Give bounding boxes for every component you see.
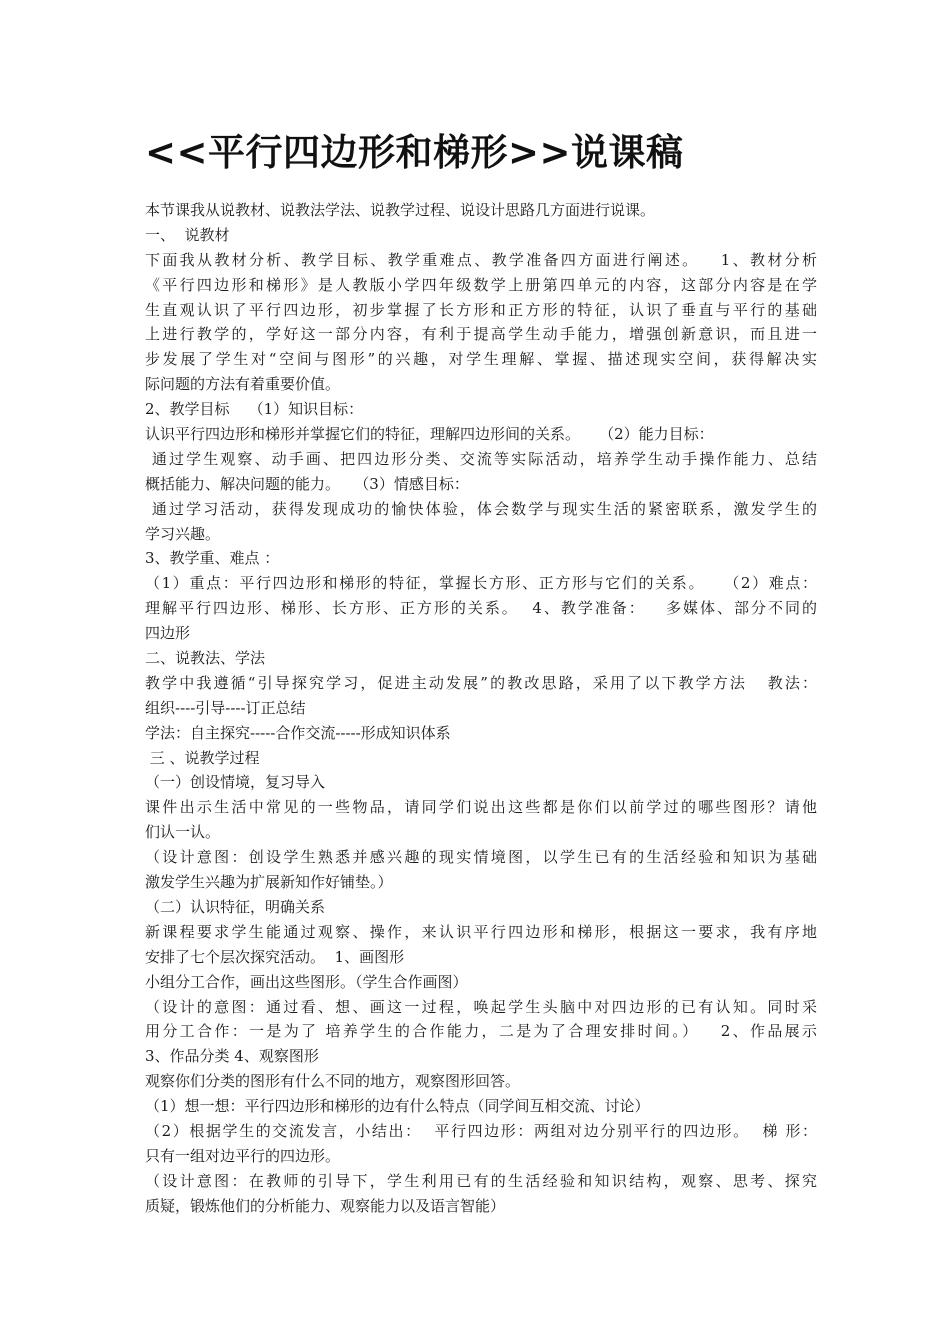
text-line: 二、说教法、学法 [145,649,266,668]
text-line: （1）想一想：平行四边形和梯形的边有什么特点（同学间互相交流、讨论） [145,1097,650,1116]
text-line: （1）重点：平行四边形和梯形的特征，掌握长方形、正方形与它们的关系。 （2）难点： [145,574,817,593]
text-line: 一、 说教材 [145,225,230,244]
text-line: 生直观认识了平行四边形，初步掌握了长方形和正方形的特征，认识了垂直与平行的基础 [145,300,817,319]
text-line: 新课程要求学生能通过观察、操作，来认识平行四边形和梯形，根据这一要求，我有序地 [145,922,817,941]
text-line: 学习兴趣。 [145,524,221,543]
text-line: 概括能力、解决问题的能力。 （3）情感目标： [145,474,469,493]
text-line: 3、作品分类 4、观察图形 [145,1047,319,1066]
text-line: 际问题的方法有着重要价值。 [145,375,341,394]
text-line: 教学中我遵循“引导探究学习，促进主动发展”的教改思路，采用了以下教学方法 教法： [145,673,817,692]
text-line: 组织----引导----订正总结 [145,698,306,717]
text-line: 四边形 [145,624,191,643]
text-line: 只有一组对边平行的四边形。 [145,1146,341,1165]
text-line: 小组分工合作，画出这些图形。（学生合作画图） [145,972,468,991]
text-line: （设计意图：在教师的引导下，学生利用已有的生活经验和知识结构，观察、思考、探究 [145,1171,817,1190]
text-line: 理解平行四边形、梯形、长方形、正方形的关系。 4、教学准备： 多媒体、部分不同的 [145,599,817,618]
text-line: 通过学生观察、动手画、把四边形分类、交流等实际活动，培养学生动手操作能力、总结 [145,449,817,468]
text-line: 通过学习活动，获得发现成功的愉快体验，体会数学与现实生活的紧密联系，激发学生的 [145,499,817,518]
text-line: 观察你们分类的图形有什么不同的地方，观察图形回答。 [145,1072,521,1091]
text-line: 们认一认。 [145,823,221,842]
text-line: 上进行教学的，学好这一部分内容，有利于提高学生动手能力，增强创新意识，而且进一 [145,325,817,344]
text-line: （设计意图：创设学生熟悉并感兴趣的现实情境图，以学生已有的生活经验和知识为基础 [145,848,817,867]
text-line: 认识平行四边形和梯形并掌握它们的特征，理解四边形间的关系。 （2）能力目标： [145,425,714,444]
text-line: 三 、说教学过程 [145,748,260,767]
text-line: 质疑，锻炼他们的分析能力、观察能力以及语言智能） [145,1196,506,1215]
text-line: （设计的意图：通过看、想、画这一过程，唤起学生头脑中对四边形的已有认知。同时采 [145,997,817,1016]
text-line: （二）认识特征，明确关系 [145,897,326,916]
text-line: 3、教学重、难点 ： [145,549,280,568]
text-line: 步发展了学生对“空间与图形”的兴趣，对学生理解、掌握、描述现实空间，获得解决实 [145,350,817,369]
text-line: 激发学生兴趣为扩展新知作好铺垫。） [145,873,393,892]
text-line: 安排了七个层次探究活动。 1、画图形 [145,947,405,966]
text-line: 用分工合作：一是为了 培养学生的合作能力，二是为了合理安排时间。） 2、作品展示 [145,1022,817,1041]
text-line: 学法：自主探究-----合作交流-----形成知识体系 [145,723,451,742]
text-line: 本节课我从说教材、说教法学法、说教学过程、说设计思路几方面进行说课。 [145,201,656,219]
text-line: 下面我从教材分析、教学目标、教学重难点、教学准备四方面进行阐述。 1、教材分析 [145,250,817,269]
text-line: （2）根据学生的交流发言，小结出： 平行四边形：两组对边分别平行的四边形。 梯 形： [145,1121,817,1140]
text-line: （一）创设情境，复习导入 [145,773,326,792]
text-line: 课件出示生活中常见的一些物品，请同学们说出这些都是你们以前学过的哪些图形？请他 [145,798,817,817]
document-body [145,198,817,1219]
text-line: 2、教学目标 （1）知识目标： [145,400,364,419]
document-title: <<平行四边形和梯形>>说课稿 [145,131,684,174]
text-line: 《平行四边形和梯形》是人教版小学四年级数学上册第四单元的内容，这部分内容是在学 [145,275,817,294]
